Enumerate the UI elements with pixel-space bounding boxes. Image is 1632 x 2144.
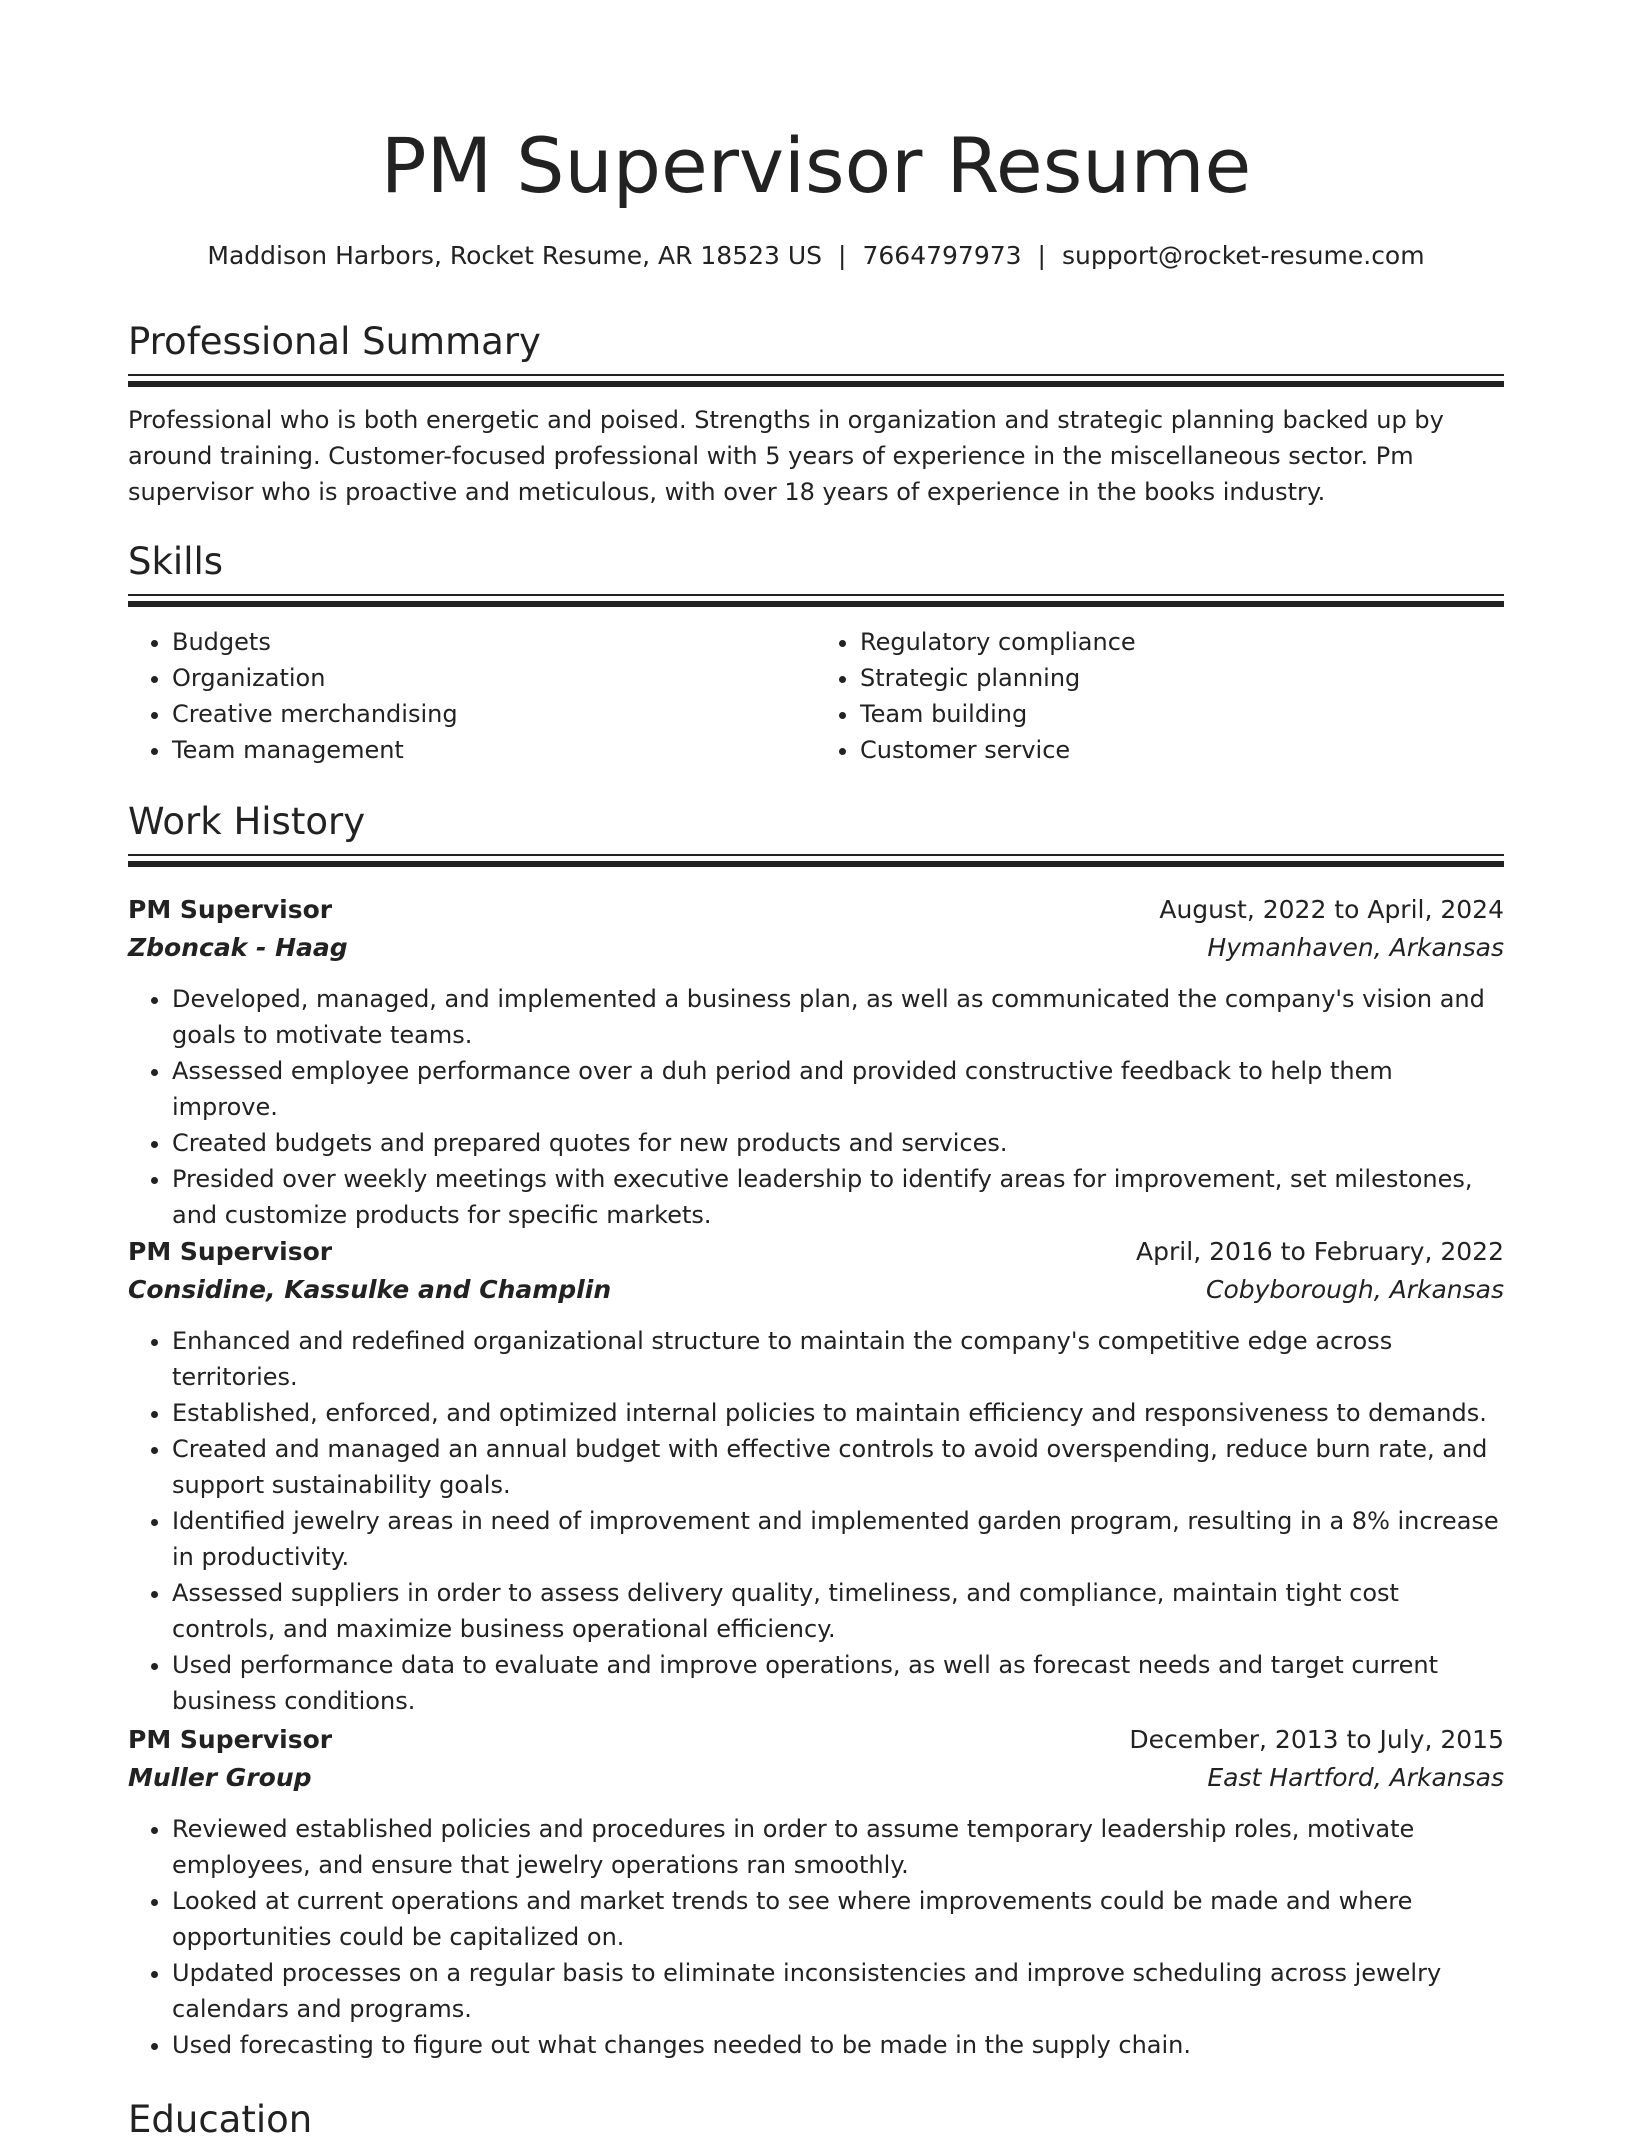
skill-item: • Customer service [860,732,1504,768]
job-dates: August, 2022 to April, 2024 [1159,895,1504,924]
job-entry [128,1233,1504,1719]
job-entry [128,891,1504,1233]
job-entry [128,1721,1504,2063]
job-location: East Hartford, Arkansas [1207,1763,1504,1792]
job-location: Hymanhaven, Arkansas [1207,933,1504,962]
job-bullet: • Established, enforced, and optimized internal policies to maintain efficiency and responsiveness to demands. [172,1395,1504,1431]
job-bullet: • Reviewed established policies and procedures in order to assume temporary leadership roles, motivate employees, and ensure that jewelry operations ran smoothly. [172,1811,1504,1883]
job-bullet: • Updated processes on a regular basis to eliminate inconsistencies and improve scheduling across jewelry calendars and programs. [172,1955,1504,2027]
job-title-row [128,891,1504,929]
job-bullets [128,981,1504,1233]
contact-phone: 7664797973 [862,241,1022,270]
job-title-row [128,1233,1504,1271]
skills-heading: Skills [128,540,224,583]
job-bullets [128,1323,1504,1719]
job-location: Cobyborough, Arkansas [1206,1275,1504,1304]
job-bullet: • Looked at current operations and market trends to see where improvements could be made and where opportunities could be capitalized on. [172,1883,1504,1955]
job-dates: April, 2016 to February, 2022 [1136,1237,1504,1266]
contact-line [128,238,1504,274]
job-dates: December, 2013 to July, 2015 [1129,1725,1504,1754]
section-divider [128,854,1504,866]
skill-item: • Creative merchandising [172,696,816,732]
job-company-row [128,929,1504,967]
contact-email: support@rocket-resume.com [1061,241,1425,270]
job-bullet: • Developed, managed, and implemented a business plan, as well as communicated the company's vision and goals to motivate teams. [172,981,1504,1053]
job-bullets [128,1811,1504,2063]
work-heading: Work History [128,800,366,843]
job-bullet: • Identified jewelry areas in need of improvement and implemented garden program, resulting in a 8% increase in productivity. [172,1503,1504,1575]
summary-text: Professional who is both energetic and poised. Strengths in organization and strategic planning backed up by around training. Customer-focused professional with 5 years of experience in the miscellaneous sector. Pm supervisor who is proactive and meticulous, with over 18 years of experience in the books industry. [128,406,1444,506]
job-bullet: • Assessed suppliers in order to assess delivery quality, timeliness, and compliance, maintain tight cost controls, and maximize business operational efficiency. [172,1575,1504,1647]
page-title: PM Supervisor Resume [380,121,1252,210]
contact-separator: | [838,241,847,270]
job-company: Muller Group [128,1763,312,1792]
skill-item: • Team building [860,696,1504,732]
job-bullet: • Presided over weekly meetings with executive leadership to identify areas for improvement, set milestones, and customize products for specific markets. [172,1161,1504,1233]
job-title-row [128,1721,1504,1759]
job-title: PM Supervisor [128,1237,333,1266]
skill-item: • Strategic planning [860,660,1504,696]
section-divider [128,374,1504,386]
job-bullet: • Used forecasting to figure out what changes needed to be made in the supply chain. [172,2027,1504,2063]
job-title: PM Supervisor [128,895,333,924]
skill-item: • Budgets [172,624,816,660]
job-bullet: • Enhanced and redefined organizational structure to maintain the company's competitive edge across territories. [172,1323,1504,1395]
skill-item: • Team management [172,732,816,768]
job-company-row [128,1271,1504,1309]
skills-list [128,624,1504,768]
job-bullet: • Used performance data to evaluate and improve operations, as well as forecast needs and target current business conditions. [172,1647,1504,1719]
skills-column-right [816,624,1504,768]
job-company: Zboncak - Haag [128,933,348,962]
skill-item: • Organization [172,660,816,696]
skill-item: • Regulatory compliance [860,624,1504,660]
job-bullet: • Created and managed an annual budget with effective controls to avoid overspending, reduce burn rate, and support sustainability goals. [172,1431,1504,1503]
section-divider [128,594,1504,606]
job-bullet: • Created budgets and prepared quotes for new products and services. [172,1125,1504,1161]
job-company: Considine, Kassulke and Champlin [128,1275,612,1304]
education-heading: Education [128,2098,313,2141]
job-title: PM Supervisor [128,1725,333,1754]
job-company-row [128,1759,1504,1797]
contact-separator: | [1037,241,1046,270]
skills-column-left [128,624,816,768]
job-bullet: • Assessed employee performance over a duh period and provided constructive feedback to help them improve. [172,1053,1504,1125]
contact-address: Maddison Harbors, Rocket Resume, AR 18523 US [207,241,823,270]
summary-heading: Professional Summary [128,320,541,363]
